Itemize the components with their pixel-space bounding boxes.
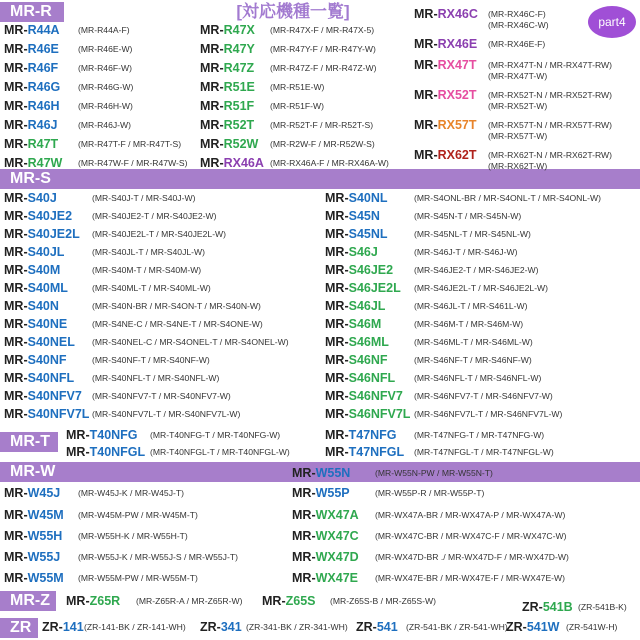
- part-badge: part4: [588, 6, 636, 38]
- model-prefix: MR-: [200, 23, 224, 37]
- model-series: R47Z: [223, 61, 255, 75]
- mrr-item-model: [200, 61, 254, 76]
- model-prefix: MR-: [200, 42, 224, 56]
- mrr-item-codes: (MR-R51E-W): [270, 82, 325, 92]
- mrw-item-model: [292, 486, 350, 501]
- mrw-item-codes: (MR-W55M-PW / MR-W55M-T): [78, 573, 198, 583]
- model-prefix: MR-: [325, 317, 349, 331]
- mrr-item-codes: (MR-RX47T-N / MR-RX47T-RW): [488, 60, 612, 70]
- mrw-item-model: [4, 529, 62, 544]
- model-series: S46JE2: [348, 263, 394, 277]
- model-prefix: MR-: [325, 353, 349, 367]
- zr-item-model: [42, 620, 84, 635]
- mrr-item-codes: (MR-RX62T-N / MR-RX62T-RW): [488, 150, 612, 160]
- mrr-item-model: [414, 118, 477, 133]
- model-series: T47NFGL: [348, 445, 405, 459]
- model-prefix: MR-: [414, 37, 438, 51]
- mrw-item-codes: (MR-W55H-K / MR-W55H-T): [78, 531, 188, 541]
- model-prefix: MR-: [200, 99, 224, 113]
- model-series: W55M: [27, 571, 64, 585]
- model-series: R47X: [223, 23, 255, 37]
- model-series: S40NFV7: [27, 389, 82, 403]
- model-series: S46NF: [348, 353, 388, 367]
- zr-item-codes: (ZR-141-BK / ZR-141-WH): [84, 622, 186, 632]
- model-prefix: MR-: [325, 227, 349, 241]
- model-series: Z65S: [285, 594, 316, 608]
- model-series: R51E: [223, 80, 255, 94]
- mrr-item-codes: (MR-R46J-W): [78, 120, 131, 130]
- mrr-item-model: [200, 118, 254, 133]
- mrs-item-model: [4, 335, 75, 350]
- zr-item-codes: (ZR-541B-K): [578, 602, 627, 612]
- model-series: Z65R: [89, 594, 121, 608]
- section-header-mrs: MR-S: [4, 169, 57, 189]
- zr-item-model: [356, 620, 398, 635]
- mrs-item-model: [325, 371, 395, 386]
- model-prefix: MR-: [4, 61, 28, 75]
- mrr-item-codes: (MR-R47Y-F / MR-R47Y-W): [270, 44, 376, 54]
- model-series: T40NFG: [89, 428, 138, 442]
- mrs-item-codes: (MR-S40NFV7L-T / MR-S40NFV7L-W): [92, 409, 241, 419]
- mrs-item-model: [325, 263, 393, 278]
- model-prefix: ZR-: [506, 620, 527, 634]
- mrr-item-model: [414, 148, 477, 163]
- mrw-item-model: [292, 550, 359, 565]
- mrr-item-codes: (MR-R46G-W): [78, 82, 134, 92]
- mrr-item-codes: (MR-R46E-W): [78, 44, 133, 54]
- model-series: WX47A: [315, 508, 359, 522]
- model-series: R51F: [223, 99, 255, 113]
- mrs-item-model: [4, 371, 74, 386]
- mrr-item-model: [200, 156, 264, 171]
- model-series: 541: [376, 620, 398, 634]
- mrw-item-model: [292, 571, 358, 586]
- mrw-item-codes: (MR-WX47E-BR / MR-WX47E-F / MR-WX47E-W): [375, 573, 566, 583]
- mrr-item-model: [414, 37, 477, 52]
- model-prefix: MR-: [4, 407, 28, 421]
- model-series: S46JE2L: [348, 281, 401, 295]
- model-series: S40J: [27, 191, 57, 205]
- model-series: S45N: [348, 209, 380, 223]
- model-series: S40M: [27, 263, 61, 277]
- mrw-item-codes: (MR-WX47D-BR ./ MR-WX47D-F / MR-WX47D-W): [375, 552, 569, 562]
- model-series: S40JE2L: [27, 227, 80, 241]
- model-series: R44A: [27, 23, 60, 37]
- mrr-item-model: [200, 42, 255, 57]
- model-series: S46NFL: [348, 371, 396, 385]
- model-prefix: MR-: [325, 389, 349, 403]
- model-series: RX47T: [437, 58, 477, 72]
- model-prefix: MR-: [325, 191, 349, 205]
- model-series: RX46A: [223, 156, 264, 170]
- model-prefix: MR-: [414, 148, 438, 162]
- mrs-item-codes: (MR-S40NFL-T / MR-S40NFL-W): [92, 373, 220, 383]
- mrs-item-model: [325, 281, 401, 296]
- model-prefix: MR-: [4, 281, 28, 295]
- mrs-item-model: [4, 209, 72, 224]
- page-title: [対応機種一覧]: [236, 2, 350, 21]
- model-prefix: MR-: [414, 88, 438, 102]
- mrs-item-model: [4, 389, 82, 404]
- mrw-item-codes: (MR-W55N-PW / MR-W55N-T): [375, 468, 493, 478]
- mrs-item-model: [4, 281, 68, 296]
- zr-item-codes: (ZR-341-BK / ZR-341-WH): [246, 622, 348, 632]
- mrr-item-model: [414, 88, 477, 103]
- model-prefix: MR-: [325, 445, 349, 459]
- mrt-item-model: [66, 428, 138, 443]
- mrs-item-codes: (MR-S46M-T / MR-S46M-W): [414, 319, 524, 329]
- model-prefix: MR-: [292, 550, 316, 564]
- model-series: S40JL: [27, 245, 65, 259]
- model-prefix: MR-: [325, 371, 349, 385]
- mrz-item-codes: (MR-Z65R-A / MR-Z65R-W): [136, 596, 243, 606]
- model-series: S46M: [348, 317, 382, 331]
- model-series: RX62T: [437, 148, 477, 162]
- mrr-item-model: [4, 137, 58, 152]
- mrs-item-codes: (MR-S40NEL-C / MR-S4ONEL-T / MR-S4ONEL-W): [92, 337, 289, 347]
- model-series: W55P: [315, 486, 350, 500]
- mrr-item-codes: (MR-R46H-W): [78, 101, 133, 111]
- model-series: S40NF: [27, 353, 67, 367]
- model-series: R46F: [27, 61, 59, 75]
- mrs-item-model: [325, 245, 378, 260]
- mrr-item-codes: (MR-R47T-F / MR-R47T-S): [78, 139, 182, 149]
- model-prefix: MR-: [325, 335, 349, 349]
- mrr-item-codes: (MR-R47W-F / MR-R47W-S): [78, 158, 188, 168]
- model-series: S40JE2: [27, 209, 73, 223]
- mrs-item-codes: (MR-S45N-T / MR-S45N-W): [414, 211, 522, 221]
- mrr-item-model: [200, 80, 255, 95]
- mrw-item-model: [292, 529, 359, 544]
- model-prefix: MR-: [66, 428, 90, 442]
- mrr-item-model: [4, 23, 60, 38]
- model-series: R47T: [27, 137, 59, 151]
- model-prefix: MR-: [325, 263, 349, 277]
- mrr-item-codes: (MR-R47Z-F / MR-R47Z-W): [270, 63, 377, 73]
- mrs-item-model: [4, 191, 57, 206]
- model-series: RX57T: [437, 118, 477, 132]
- mrw-item-model: [4, 550, 60, 565]
- mrs-item-codes: (MR-S40NF-T / MR-S40NF-W): [92, 355, 210, 365]
- model-prefix: MR-: [4, 156, 28, 170]
- mrw-item-codes: (MR-W55J-K / MR-W55J-S / MR-W55J-T): [78, 552, 238, 562]
- mrt-item-model: [325, 445, 404, 460]
- model-prefix: ZR-: [356, 620, 377, 634]
- mrs-item-model: [325, 209, 380, 224]
- mrs-item-codes: (MR-S46NF-T / MR-S46NF-W): [414, 355, 532, 365]
- mrw-item-model: [292, 466, 350, 481]
- model-prefix: MR-: [292, 571, 316, 585]
- model-series: WX47D: [315, 550, 359, 564]
- model-prefix: MR-: [292, 508, 316, 522]
- mrs-item-codes: (MR-S46ML-T / MR-S46ML-W): [414, 337, 533, 347]
- model-series: W55N: [315, 466, 351, 480]
- mrr-item-codes: (MR-R51F-W): [270, 101, 324, 111]
- mrs-item-codes: (MR-S40NFV7-T / MR-S40NFV7-W): [92, 391, 231, 401]
- mrr-item-codes: (MR-RX46C-W): [488, 20, 549, 30]
- mrw-item-codes: (MR-WX47A-BR / MR-WX47A-P / MR-WX47A-W): [375, 510, 566, 520]
- zr-item-codes: (ZR-541W-H): [566, 622, 618, 632]
- mrs-item-codes: (MR-S46NFL-T / MR-S46NFL-W): [414, 373, 542, 383]
- model-prefix: MR-: [325, 428, 349, 442]
- model-series: R47W: [27, 156, 63, 170]
- mrr-item-codes: (MR-R52T-F / MR-R52T-S): [270, 120, 374, 130]
- mrr-item-model: [200, 23, 255, 38]
- model-series: R52W: [223, 137, 259, 151]
- mrw-item-model: [4, 486, 60, 501]
- model-prefix: ZR-: [200, 620, 221, 634]
- mrw-item-codes: (MR-W55P-R / MR-W55P-T): [375, 488, 485, 498]
- model-series: W55H: [27, 529, 63, 543]
- model-prefix: MR-: [292, 529, 316, 543]
- model-prefix: MR-: [66, 445, 90, 459]
- model-series: S40NFV7L: [27, 407, 90, 421]
- model-prefix: MR-: [325, 281, 349, 295]
- mrw-item-model: [4, 508, 64, 523]
- model-prefix: MR-: [292, 466, 316, 480]
- mrt-item-model: [66, 445, 145, 460]
- model-series: S46J: [348, 245, 378, 259]
- model-series: R47Y: [223, 42, 255, 56]
- model-prefix: MR-: [4, 80, 28, 94]
- mrr-item-model: [4, 118, 58, 133]
- section-header-mrt: MR-T: [4, 432, 56, 452]
- model-prefix: MR-: [325, 407, 349, 421]
- section-header-mrz: MR-Z: [4, 591, 56, 611]
- model-prefix: MR-: [414, 118, 438, 132]
- mrs-item-codes: (MR-S40M-T / MR-S40M-W): [92, 265, 202, 275]
- mrs-item-codes: (MR-S40ML-T / MR-S40ML-W): [92, 283, 211, 293]
- mrr-item-codes: (MR-RX46E-F): [488, 39, 546, 49]
- mrs-item-model: [325, 335, 389, 350]
- model-series: S46ML: [348, 335, 389, 349]
- mrr-item-codes: (MR-RX47T-W): [488, 71, 548, 81]
- mrs-item-model: [4, 245, 64, 260]
- model-prefix: MR-: [200, 137, 224, 151]
- model-series: RX46E: [437, 37, 478, 51]
- model-prefix: MR-: [325, 209, 349, 223]
- mrs-item-model: [4, 299, 59, 314]
- model-series: S40NEL: [27, 335, 75, 349]
- section-header-zr: ZR: [4, 618, 37, 638]
- model-series: R46H: [27, 99, 60, 113]
- mrs-item-codes: (MR-S40J-T / MR-S40J-W): [92, 193, 196, 203]
- model-prefix: MR-: [4, 571, 28, 585]
- mrs-item-codes: (MR-S40JL-T / MR-S40JL-W): [92, 247, 206, 257]
- mrs-item-codes: (MR-S40JE2-T / MR-S40JE2-W): [92, 211, 217, 221]
- model-series: S40N: [27, 299, 59, 313]
- model-prefix: MR-: [200, 156, 224, 170]
- mrr-item-model: [200, 137, 258, 152]
- mrw-item-model: [4, 571, 64, 586]
- model-series: R52T: [223, 118, 255, 132]
- mrr-item-codes: (MR-R47X-F / MR-R47X-5): [270, 25, 375, 35]
- mrr-item-model: [200, 99, 254, 114]
- model-prefix: MR-: [4, 118, 28, 132]
- model-series: S40NL: [348, 191, 388, 205]
- section-header-mrr: MR-R: [4, 2, 58, 22]
- model-series: S46JL: [348, 299, 386, 313]
- model-prefix: MR-: [200, 61, 224, 75]
- model-series: R46G: [27, 80, 61, 94]
- model-prefix: MR-: [414, 58, 438, 72]
- model-prefix: MR-: [4, 191, 28, 205]
- mrr-item-model: [4, 99, 60, 114]
- model-prefix: MR-: [200, 80, 224, 94]
- mrs-item-model: [325, 407, 410, 422]
- model-prefix: MR-: [4, 371, 28, 385]
- mrw-item-codes: (MR-WX47C-BR / MR-WX47C-F / MR-WX47C-W): [375, 531, 567, 541]
- mrr-item-codes: (MR-RX52T-W): [488, 101, 548, 111]
- zr-item-codes: (ZR-541-BK / ZR-541-WH): [406, 622, 508, 632]
- model-series: S40ML: [27, 281, 68, 295]
- mrr-item-codes: (MR-RX46A-F / MR-RX46A-W): [270, 158, 389, 168]
- model-series: 541W: [526, 620, 560, 634]
- zr-item-model: [200, 620, 242, 635]
- mrs-item-codes: (MR-S4NE-C / MR-S4NE-T / MR-S4ONE-W): [92, 319, 263, 329]
- model-prefix: MR-: [4, 99, 28, 113]
- model-prefix: MR-: [4, 508, 28, 522]
- section-header-mrw: MR-W: [4, 462, 61, 482]
- mrt-item-codes: (MR-T47NFG-T / MR-T47NFG-W): [414, 430, 545, 440]
- model-prefix: MR-: [262, 594, 286, 608]
- mrr-item-codes: (MR-RX57T-W): [488, 131, 548, 141]
- model-prefix: MR-: [4, 209, 28, 223]
- mrs-item-model: [4, 407, 89, 422]
- mrt-item-codes: (MR-T47NFGL-T / MR-T47NFGL-W): [414, 447, 554, 457]
- model-series: WX47E: [315, 571, 358, 585]
- model-prefix: MR-: [325, 299, 349, 313]
- model-prefix: MR-: [4, 317, 28, 331]
- zr-item-model: [506, 620, 559, 635]
- model-prefix: MR-: [200, 118, 224, 132]
- model-prefix: MR-: [66, 594, 90, 608]
- model-series: R46J: [27, 118, 58, 132]
- model-prefix: MR-: [4, 23, 28, 37]
- model-prefix: MR-: [292, 486, 316, 500]
- model-prefix: MR-: [414, 7, 438, 21]
- mrr-item-model: [414, 58, 477, 73]
- mrr-item-codes: (MR-RX62T-W): [488, 161, 548, 171]
- model-prefix: MR-: [4, 335, 28, 349]
- mrs-item-model: [325, 389, 403, 404]
- mrr-item-codes: (MR-RX57T-N / MR-RX57T-RW): [488, 120, 612, 130]
- mrs-item-model: [4, 353, 67, 368]
- model-series: S46NFV7L: [348, 407, 411, 421]
- model-prefix: MR-: [4, 137, 28, 151]
- mrs-item-codes: (MR-S46NFV7-T / MR-S46NFV7-W): [414, 391, 553, 401]
- mrs-header-bar: [0, 169, 640, 189]
- mrt-item-model: [325, 428, 397, 443]
- model-prefix: MR-: [4, 42, 28, 56]
- mrr-item-model: [4, 156, 62, 171]
- model-series: S45NL: [348, 227, 388, 241]
- mrs-item-codes: (MR-S4ONL-BR / MR-S4ONL-T / MR-S4ONL-W): [414, 193, 602, 203]
- mrw-item-codes: (MR-W45J-K / MR-W45J-T): [78, 488, 184, 498]
- model-series: S40NE: [27, 317, 68, 331]
- model-prefix: MR-: [4, 245, 28, 259]
- model-prefix: MR-: [4, 550, 28, 564]
- model-prefix: MR-: [4, 263, 28, 277]
- model-series: S46NFV7: [348, 389, 403, 403]
- model-prefix: ZR-: [42, 620, 63, 634]
- mrr-item-codes: (MR-R2W-F / MR-R52W-S): [270, 139, 375, 149]
- model-series: T40NFGL: [89, 445, 146, 459]
- model-series: W45J: [27, 486, 61, 500]
- mrr-item-codes: (MR-R44A-F): [78, 25, 130, 35]
- model-series: 341: [220, 620, 242, 634]
- mrs-item-codes: (MR-S46JE2-T / MR-S46JE2-W): [414, 265, 539, 275]
- mrs-item-codes: (MR-S46JE2L-T / MR-S46JE2L-W): [414, 283, 549, 293]
- mrr-item-codes: (MR-R46F-W): [78, 63, 132, 73]
- mrt-item-codes: (MR-T40NFG-T / MR-T40NFG-W): [150, 430, 281, 440]
- mrz-item-codes: (MR-Z65S-B / MR-Z65S-W): [330, 596, 436, 606]
- model-prefix: MR-: [325, 245, 349, 259]
- model-series: 141: [62, 620, 84, 634]
- mrs-item-model: [325, 191, 388, 206]
- model-series: 541B: [542, 600, 573, 614]
- mrs-item-model: [4, 227, 80, 242]
- model-prefix: MR-: [4, 353, 28, 367]
- mrs-item-model: [325, 317, 381, 332]
- model-series: RX46C: [437, 7, 478, 21]
- model-series: T47NFG: [348, 428, 397, 442]
- model-series: W45M: [27, 508, 64, 522]
- mrr-item-model: [4, 42, 59, 57]
- mrs-item-model: [4, 317, 67, 332]
- model-series: S40NFL: [27, 371, 75, 385]
- model-series: R46E: [27, 42, 59, 56]
- mrz-item-model: [66, 594, 120, 609]
- model-series: WX47C: [315, 529, 359, 543]
- mrr-item-codes: (MR-RX46C-F): [488, 9, 546, 19]
- mrw-item-model: [292, 508, 359, 523]
- mrr-item-codes: (MR-RX52T-N / MR-RX52T-RW): [488, 90, 612, 100]
- mrs-item-model: [325, 353, 388, 368]
- model-prefix: MR-: [4, 299, 28, 313]
- zr-item-model: [522, 600, 573, 615]
- mrt-item-codes: (MR-T40NFGL-T / MR-T40NFGL-W): [150, 447, 290, 457]
- model-series: RX52T: [437, 88, 477, 102]
- model-prefix: MR-: [4, 486, 28, 500]
- mrr-item-model: [4, 61, 58, 76]
- mrs-item-codes: (MR-S45NL-T / MR-S45NL-W): [414, 229, 531, 239]
- mrs-item-model: [325, 227, 388, 242]
- mrr-item-model: [414, 7, 478, 22]
- model-prefix: MR-: [4, 529, 28, 543]
- mrs-item-model: [325, 299, 385, 314]
- model-prefix: ZR-: [522, 600, 543, 614]
- mrz-item-model: [262, 594, 316, 609]
- model-prefix: MR-: [4, 389, 28, 403]
- mrs-item-codes: (MR-S40JE2L-T / MR-S40JE2L-W): [92, 229, 227, 239]
- mrr-item-model: [4, 80, 60, 95]
- mrs-item-codes: (MR-S40N-BR / MR-S4ON-T / MR-S40N-W): [92, 301, 261, 311]
- mrs-item-codes: (MR-S46J-T / MR-S46J-W): [414, 247, 518, 257]
- mrw-item-codes: (MR-W45M-PW / MR-W45M-T): [78, 510, 198, 520]
- model-prefix: MR-: [4, 227, 28, 241]
- mrs-item-codes: (MR-S46JL-T / MR-S461L-W): [414, 301, 528, 311]
- mrs-item-codes: (MR-S46NFV7L-T / MR-S46NFV7L-W): [414, 409, 563, 419]
- mrs-item-model: [4, 263, 60, 278]
- model-series: W55J: [27, 550, 61, 564]
